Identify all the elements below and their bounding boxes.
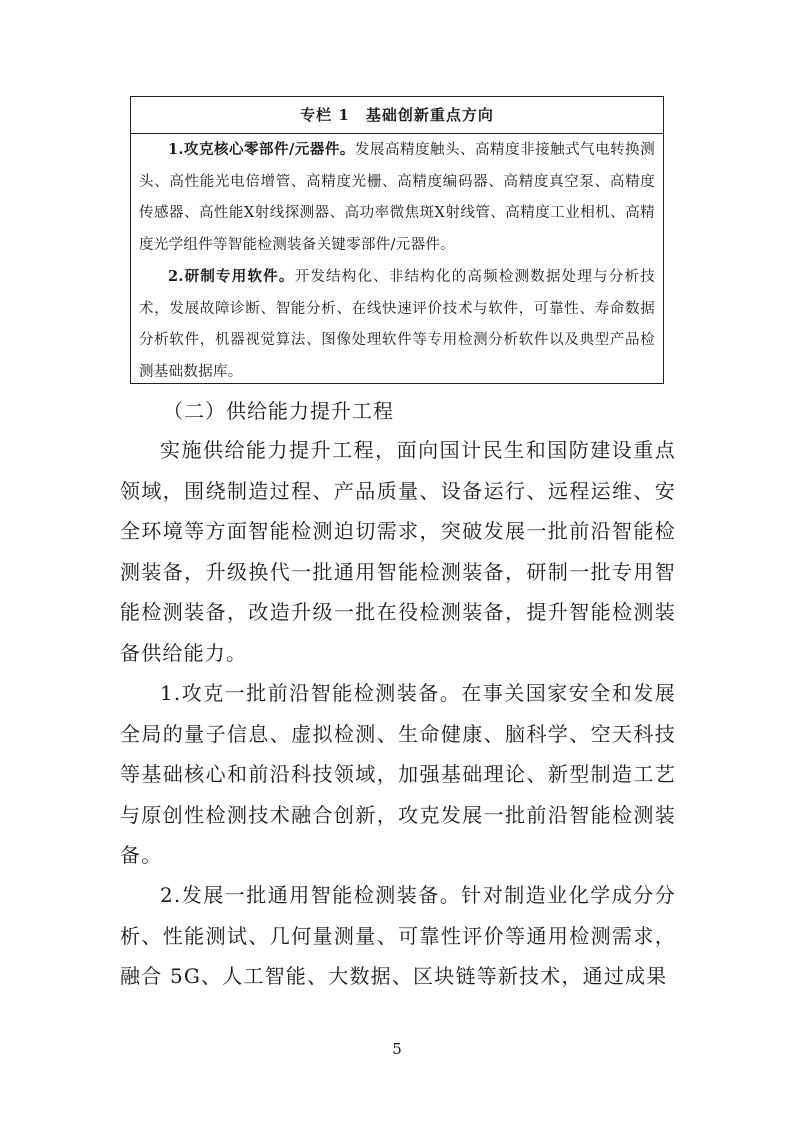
body-paragraph-1: [120, 430, 676, 673]
column-box: [130, 96, 664, 384]
paragraph-text: 实施供给能力提升工程，面向国计民生和国防建设重点领域，围绕制造过程、产品质量、设备运行、远程运维、安全环境等方面智能检测迫切需求，突破发展一批前沿智能检测装备，升级换代一批通用智能检测装备，研制一批专用智能检测装备，改造升级一批在役检测装备，提升智能检测装备供给能力。: [120, 438, 676, 665]
body-paragraph-3: [120, 875, 676, 997]
column-box-item: [139, 261, 655, 388]
body-paragraph-2: [120, 673, 676, 876]
column-box-item-lead: 2.研制专用软件。: [168, 268, 295, 285]
column-box-title: [131, 97, 663, 134]
column-box-item-text: 发展高精度触头、高精度非接触式气电转换测头、高性能光电倍增管、高精度光栅、高精度编码器、高精度真空泵、高精度传感器、高性能X射线探测器、高功率微焦斑X射线管、高精度工业相机、高精度光学组件等智能检测装备关键零部件/元器件。: [139, 142, 655, 253]
section-heading: （二）供给能力提升工程: [163, 399, 394, 423]
column-box-title-text: 基础创新重点方向: [365, 106, 494, 124]
paragraph-text: 1.攻克一批前沿智能检测装备。在事关国家安全和发展全局的量子信息、虚拟检测、生命健康、脑科学、空天科技等基础核心和前沿科技领域，加强基础理论、新型制造工艺与原创性检测技术融合创新，攻克发展一批前沿智能检测装备。: [120, 681, 676, 867]
paragraph-text: 2.发展一批通用智能检测装备。针对制造业化学成分分析、性能测试、几何量测量、可靠性评价等通用检测需求，融合 5G、人工智能、大数据、区块链等新技术，通过成果: [120, 883, 676, 988]
column-box-item: [139, 134, 655, 261]
column-box-body: [131, 134, 663, 388]
column-box-item-lead: 1.攻克核心零部件/元器件。: [168, 141, 355, 158]
page-number: 5: [392, 1040, 402, 1058]
column-box-item-text: 开发结构化、非结构化的高频检测数据处理与分析技术，发展故障诊断、智能分析、在线快速评价技术与软件，可靠性、寿命数据分析软件，机器视觉算法、图像处理软件等专用检测分析软件以及典型产品检测基础数据库。: [139, 269, 655, 380]
column-box-title-prefix: 专栏 1: [300, 106, 350, 124]
